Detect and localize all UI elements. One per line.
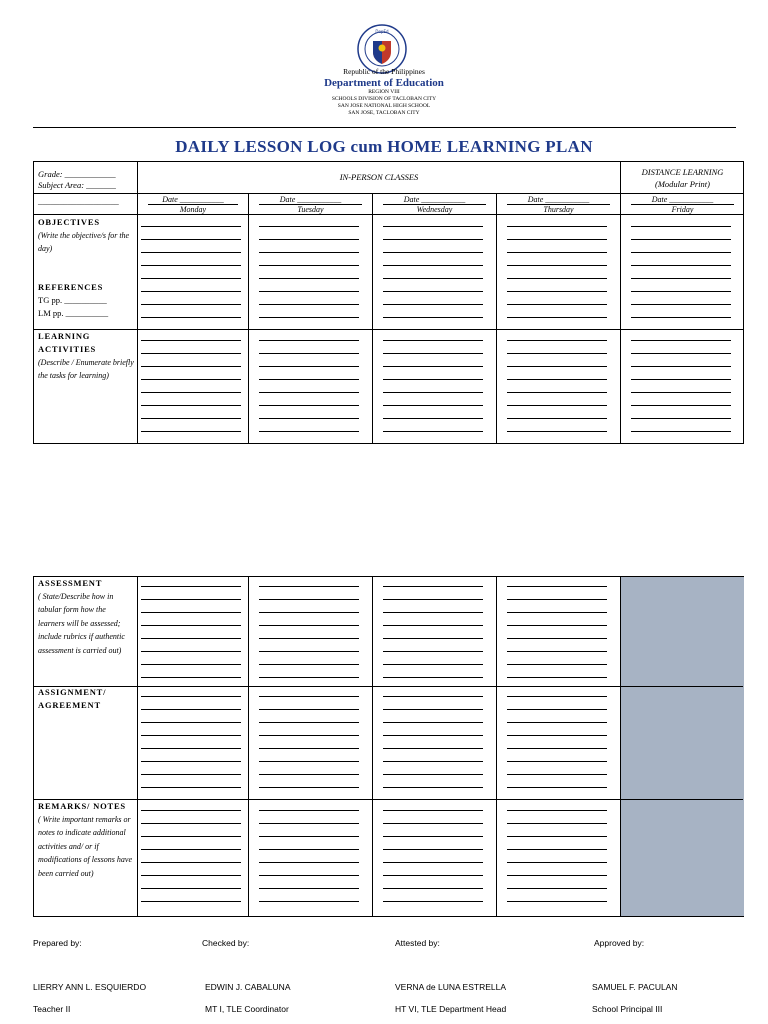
fill-in-line[interactable] (259, 651, 359, 652)
fill-in-line[interactable] (383, 709, 483, 710)
fill-in-line[interactable] (259, 849, 359, 850)
fill-in-line[interactable] (141, 774, 241, 775)
fill-in-line[interactable] (141, 761, 241, 762)
fill-in-line[interactable] (141, 677, 241, 678)
day-name: Thursday (507, 204, 610, 214)
day-header-cell (497, 195, 620, 214)
fill-in-line[interactable] (141, 353, 241, 354)
fill-in-line[interactable] (507, 735, 607, 736)
fill-in-line[interactable] (507, 340, 607, 341)
fill-in-line[interactable] (507, 664, 607, 665)
document-title: DAILY LESSON LOG cum HOME LEARNING PLAN (175, 137, 593, 156)
day-name: Friday (631, 204, 734, 214)
prepared-by-name: LIERRY ANN L. ESQUIERDO (33, 982, 147, 992)
fill-in-line[interactable] (259, 638, 359, 639)
fill-in-line[interactable] (383, 366, 483, 367)
fill-in-line[interactable] (141, 612, 241, 613)
fill-in-line[interactable] (141, 392, 241, 393)
grade-field: Grade: ____________ (38, 169, 116, 179)
fill-in-line[interactable] (141, 849, 241, 850)
fill-in-line[interactable] (383, 761, 483, 762)
fill-in-line[interactable] (141, 239, 241, 240)
fill-in-line[interactable] (259, 226, 359, 227)
fill-in-line[interactable] (631, 340, 731, 341)
fill-in-line[interactable] (141, 418, 241, 419)
fill-in-line[interactable] (141, 709, 241, 710)
fill-in-line[interactable] (507, 353, 607, 354)
fill-in-line[interactable] (259, 748, 359, 749)
checked-by-name: EDWIN J. CABALUNA (205, 982, 291, 992)
fill-in-line[interactable] (631, 304, 731, 305)
fill-in-line[interactable] (383, 226, 483, 227)
fill-in-line[interactable] (259, 774, 359, 775)
fill-in-line[interactable] (507, 405, 607, 406)
fill-in-line[interactable] (259, 353, 359, 354)
fill-in-line[interactable] (631, 379, 731, 380)
approved-by-label: Approved by: (594, 938, 645, 948)
fill-in-line[interactable] (507, 239, 607, 240)
fill-in-line[interactable] (383, 774, 483, 775)
fill-in-line[interactable] (507, 810, 607, 811)
objectives-label: OBJECTIVES (38, 217, 100, 227)
fill-in-line[interactable] (141, 748, 241, 749)
fill-in-line[interactable] (259, 586, 359, 587)
learning-activities-description: (Describe / Enumerate briefly the tasks for learning) (38, 358, 134, 381)
fill-in-line[interactable] (383, 875, 483, 876)
prepared-by-position: Teacher II (33, 1004, 71, 1014)
fill-in-line[interactable] (507, 599, 607, 600)
fill-in-line[interactable] (383, 836, 483, 837)
fill-in-line[interactable] (383, 901, 483, 902)
fill-in-line[interactable] (259, 735, 359, 736)
fill-in-line[interactable] (507, 612, 607, 613)
subject-area-field: Subject Area: _______ (38, 180, 116, 190)
fill-in-line[interactable] (631, 291, 731, 292)
fill-in-line[interactable] (383, 735, 483, 736)
fill-in-line[interactable] (383, 664, 483, 665)
remarks-description: ( Write important remarks or notes to indicate additional activities and/ or if modifications of lessons have been carried out) (38, 815, 132, 878)
fill-in-line[interactable] (259, 252, 359, 253)
approved-by-name: SAMUEL F. PACULAN (592, 982, 678, 992)
fill-in-line[interactable] (141, 366, 241, 367)
fill-in-line[interactable] (631, 239, 731, 240)
fill-in-line[interactable] (259, 431, 359, 432)
fill-in-line[interactable] (631, 226, 731, 227)
day-name: Wednesday (383, 204, 486, 214)
fill-in-line[interactable] (507, 722, 607, 723)
fill-in-line[interactable] (631, 252, 731, 253)
fill-in-line[interactable] (141, 722, 241, 723)
fill-in-line[interactable] (383, 696, 483, 697)
fill-in-line[interactable] (507, 823, 607, 824)
day-header-cell (373, 195, 496, 214)
date-field: Date ___________ (279, 195, 342, 204)
fill-in-line[interactable] (631, 366, 731, 367)
date-field: Date ___________ (651, 195, 714, 204)
fill-in-line[interactable] (383, 405, 483, 406)
fill-in-line[interactable] (631, 317, 731, 318)
fill-in-line[interactable] (383, 431, 483, 432)
fill-in-line[interactable] (507, 418, 607, 419)
fill-in-line[interactable] (141, 599, 241, 600)
fill-in-line[interactable] (141, 586, 241, 587)
fill-in-line[interactable] (259, 625, 359, 626)
address-line: SAN JOSE, TACLOBAN CITY (348, 110, 420, 116)
lm-pages-field: LM pp. __________ (38, 308, 109, 318)
fill-in-line[interactable] (507, 787, 607, 788)
fill-in-line[interactable] (507, 862, 607, 863)
fill-in-line[interactable] (507, 291, 607, 292)
fill-in-line[interactable] (259, 901, 359, 902)
fill-in-line[interactable] (507, 836, 607, 837)
fill-in-line[interactable] (507, 304, 607, 305)
fill-in-line[interactable] (383, 379, 483, 380)
day-header-cell (138, 195, 248, 214)
approved-by-position: School Principal III (592, 1004, 663, 1014)
fill-in-line[interactable] (141, 252, 241, 253)
fill-in-line[interactable] (383, 340, 483, 341)
fill-in-line[interactable] (631, 353, 731, 354)
fill-in-line[interactable] (259, 836, 359, 837)
fill-in-line[interactable] (259, 366, 359, 367)
fill-in-line[interactable] (507, 761, 607, 762)
fill-in-line[interactable] (141, 278, 241, 279)
remarks-label: REMARKS/ NOTES (38, 801, 126, 811)
distance-learning-heading: DISTANCE LEARNING (641, 167, 724, 177)
fill-in-line[interactable] (259, 265, 359, 266)
fill-in-line[interactable] (507, 278, 607, 279)
fill-in-line[interactable] (259, 405, 359, 406)
fill-in-line[interactable] (631, 265, 731, 266)
division-line: SCHOOLS DIVISION OF TACLOBAN CITY (331, 96, 437, 102)
fill-in-line[interactable] (259, 379, 359, 380)
fill-in-line[interactable] (507, 226, 607, 227)
fill-in-line[interactable] (631, 278, 731, 279)
fill-in-line[interactable] (507, 252, 607, 253)
fill-in-line[interactable] (507, 901, 607, 902)
fill-in-line[interactable] (141, 625, 241, 626)
references-label: REFERENCES (38, 282, 104, 292)
fill-in-line[interactable] (383, 787, 483, 788)
in-person-classes-heading: IN-PERSON CLASSES (339, 172, 419, 182)
fill-in-line[interactable] (141, 265, 241, 266)
fill-in-line[interactable] (507, 709, 607, 710)
fill-in-line[interactable] (259, 291, 359, 292)
fill-in-line[interactable] (507, 677, 607, 678)
fill-in-line[interactable] (383, 278, 483, 279)
fill-in-line[interactable] (259, 317, 359, 318)
fill-in-line[interactable] (141, 664, 241, 665)
fill-in-line[interactable] (507, 774, 607, 775)
fill-in-line[interactable] (383, 810, 483, 811)
fill-in-line[interactable] (631, 431, 731, 432)
fill-in-line[interactable] (141, 340, 241, 341)
fill-in-line[interactable] (383, 353, 483, 354)
fill-in-line[interactable] (141, 405, 241, 406)
fill-in-line[interactable] (383, 265, 483, 266)
day-name: Monday (148, 204, 238, 214)
fill-in-line[interactable] (141, 226, 241, 227)
attested-by-position: HT VI, TLE Department Head (395, 1004, 507, 1014)
fill-in-line[interactable] (383, 392, 483, 393)
fill-in-line[interactable] (507, 317, 607, 318)
fill-in-line[interactable] (141, 836, 241, 837)
lesson-log-table-bottom (33, 576, 744, 917)
fill-in-line[interactable] (259, 810, 359, 811)
fill-in-line[interactable] (631, 418, 731, 419)
fill-in-line[interactable] (141, 901, 241, 902)
fill-in-line[interactable] (507, 696, 607, 697)
assessment-description: ( State/Describe how in tabular form how the learners will be assessed; include rubrics if authentic assessment is carried out) (38, 592, 125, 655)
fill-in-line[interactable] (259, 392, 359, 393)
fill-in-line[interactable] (383, 748, 483, 749)
fill-in-line[interactable] (507, 366, 607, 367)
fill-in-line[interactable] (141, 304, 241, 305)
date-field: Date ___________ (403, 195, 466, 204)
assignment-label: ASSIGNMENT/ AGREEMENT (38, 687, 107, 710)
fill-in-line[interactable] (383, 291, 483, 292)
fill-in-line[interactable] (141, 638, 241, 639)
fill-in-line[interactable] (507, 431, 607, 432)
fill-in-line[interactable] (141, 651, 241, 652)
fill-in-line[interactable] (259, 888, 359, 889)
checked-by-position: MT I, TLE Coordinator (205, 1004, 289, 1014)
fill-in-line[interactable] (383, 239, 483, 240)
fill-in-line[interactable] (141, 787, 241, 788)
fill-in-line[interactable] (383, 849, 483, 850)
fill-in-line[interactable] (141, 810, 241, 811)
fill-in-line[interactable] (507, 265, 607, 266)
fill-in-line[interactable] (259, 875, 359, 876)
fill-in-line[interactable] (141, 696, 241, 697)
fill-in-line[interactable] (383, 625, 483, 626)
fill-in-line[interactable] (383, 612, 483, 613)
shaded-cell (621, 577, 744, 916)
day-header-cell (249, 195, 372, 214)
day-name: Tuesday (259, 204, 362, 214)
fill-in-line[interactable] (141, 875, 241, 876)
fill-in-line[interactable] (259, 278, 359, 279)
assessment-label: ASSESSMENT (38, 578, 103, 588)
fill-in-line[interactable] (141, 888, 241, 889)
svg-text:DepEd: DepEd (375, 29, 389, 34)
fill-in-line[interactable] (507, 651, 607, 652)
fill-in-line[interactable] (259, 612, 359, 613)
day-header-cell (621, 195, 744, 214)
fill-in-line[interactable] (507, 379, 607, 380)
header-underscore: ___________________ (38, 196, 119, 206)
fill-in-line[interactable] (383, 862, 483, 863)
fill-in-line[interactable] (141, 431, 241, 432)
fill-in-line[interactable] (383, 638, 483, 639)
fill-in-line[interactable] (141, 862, 241, 863)
fill-in-line[interactable] (383, 651, 483, 652)
checked-by-label: Checked by: (202, 938, 250, 948)
fill-in-line[interactable] (259, 677, 359, 678)
fill-in-line[interactable] (383, 586, 483, 587)
objectives-description: (Write the objective/s for the day) (38, 231, 130, 254)
fill-in-line[interactable] (259, 599, 359, 600)
fill-in-line[interactable] (507, 888, 607, 889)
fill-in-line[interactable] (507, 875, 607, 876)
fill-in-line[interactable] (383, 722, 483, 723)
fill-in-line[interactable] (141, 823, 241, 824)
fill-in-line[interactable] (259, 823, 359, 824)
fill-in-line[interactable] (507, 625, 607, 626)
header-divider (33, 127, 736, 128)
fill-in-line[interactable] (631, 392, 731, 393)
fill-in-line[interactable] (383, 823, 483, 824)
fill-in-line[interactable] (383, 252, 483, 253)
fill-in-line[interactable] (259, 787, 359, 788)
region-line: REGION VIII (368, 89, 400, 95)
attested-by-label: Attested by: (395, 938, 440, 948)
fill-in-line[interactable] (141, 317, 241, 318)
fill-in-line[interactable] (383, 599, 483, 600)
republic-line: Republic of the Philippines (343, 67, 425, 76)
attested-by-name: VERNA de LUNA ESTRELLA (395, 982, 507, 992)
fill-in-line[interactable] (631, 405, 731, 406)
prepared-by-label: Prepared by: (33, 938, 82, 948)
department-name: Department of Education (324, 77, 444, 89)
fill-in-line[interactable] (141, 379, 241, 380)
fill-in-line[interactable] (383, 888, 483, 889)
fill-in-line[interactable] (507, 638, 607, 639)
school-line: SAN JOSE NATIONAL HIGH SCHOOL (337, 103, 431, 109)
fill-in-line[interactable] (383, 317, 483, 318)
fill-in-line[interactable] (141, 735, 241, 736)
fill-in-line[interactable] (259, 340, 359, 341)
fill-in-line[interactable] (507, 392, 607, 393)
fill-in-line[interactable] (259, 664, 359, 665)
fill-in-line[interactable] (259, 304, 359, 305)
fill-in-line[interactable] (259, 418, 359, 419)
fill-in-line[interactable] (383, 304, 483, 305)
date-field: Date ___________ (162, 195, 224, 204)
learning-activities-label: LEARNING ACTIVITIES (38, 331, 97, 354)
fill-in-line[interactable] (141, 291, 241, 292)
modular-print-note: (Modular Print) (654, 179, 710, 189)
fill-in-line[interactable] (259, 862, 359, 863)
lesson-log-table-top (33, 161, 744, 444)
fill-in-line[interactable] (507, 849, 607, 850)
date-field: Date ___________ (527, 195, 590, 204)
fill-in-line[interactable] (259, 722, 359, 723)
fill-in-line[interactable] (507, 586, 607, 587)
fill-in-line[interactable] (259, 239, 359, 240)
fill-in-line[interactable] (383, 677, 483, 678)
fill-in-line[interactable] (383, 418, 483, 419)
fill-in-line[interactable] (259, 696, 359, 697)
fill-in-line[interactable] (259, 709, 359, 710)
fill-in-line[interactable] (259, 761, 359, 762)
fill-in-line[interactable] (507, 748, 607, 749)
tg-pages-field: TG pp. __________ (38, 295, 107, 305)
